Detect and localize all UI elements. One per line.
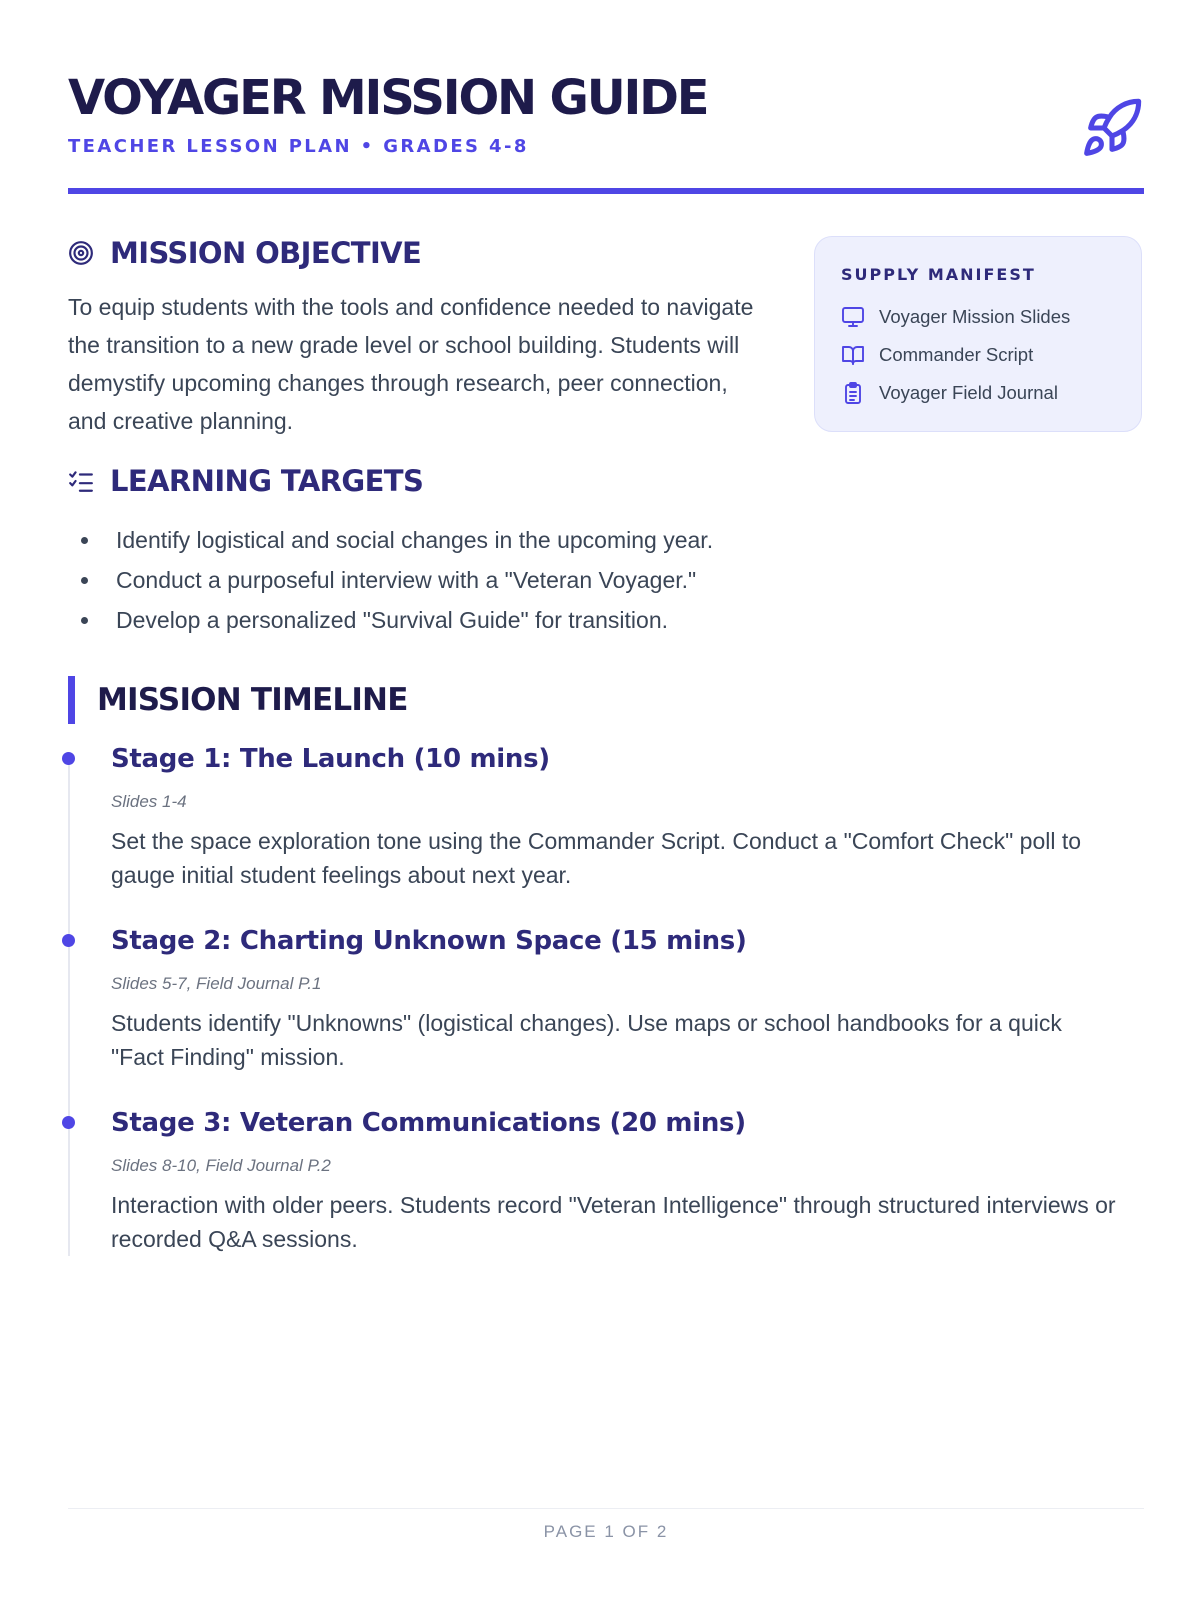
timeline-heading-row xyxy=(68,676,408,724)
book-icon xyxy=(841,343,865,367)
monitor-icon xyxy=(841,305,865,329)
clipboard-icon xyxy=(841,381,865,405)
list-item: Conduct a purposeful interview with a "Veteran Voyager." xyxy=(68,560,713,600)
manifest-title: SUPPLY MANIFEST xyxy=(841,265,1036,284)
manifest-item-slides xyxy=(841,298,1115,336)
stage-title: Stage 1: The Launch (10 mins) xyxy=(111,744,550,774)
manifest-item-label: Voyager Field Journal xyxy=(879,382,1058,403)
page-title: VOYAGER MISSION GUIDE xyxy=(68,70,708,126)
checklist-icon xyxy=(68,468,94,494)
objective-heading-row xyxy=(68,236,421,270)
target-icon xyxy=(68,240,94,266)
list-item: Identify logistical and social changes in the upcoming year. xyxy=(68,520,713,560)
page-subtitle: TEACHER LESSON PLAN • GRADES 4-8 xyxy=(68,136,529,157)
manifest-item-journal xyxy=(841,374,1115,412)
stage-description: Set the space exploration tone using the Commander Script. Conduct a "Comfort Check" poll to gauge initial student feelings about next year. xyxy=(111,828,1082,888)
list-item: Develop a personalized "Survival Guide" for transition. xyxy=(68,600,713,640)
lesson-plan-page xyxy=(68,0,1144,1600)
timeline-dot xyxy=(62,1116,75,1129)
stage-description: Students identify "Unknowns" (logistical changes). Use maps or school handbooks for a quick "Fact Finding" mission. xyxy=(111,1010,1062,1070)
page-number: PAGE 1 OF 2 xyxy=(543,1522,669,1541)
objective-text: To equip students with the tools and confidence needed to navigate the transition to a new grade level or school building. Students will demystify upcoming changes through research, peer connection, and creative planning. xyxy=(68,294,754,434)
manifest-item-label: Commander Script xyxy=(879,344,1034,365)
manifest-item-script xyxy=(841,336,1115,374)
manifest-item-label: Voyager Mission Slides xyxy=(879,306,1071,327)
learning-targets-list xyxy=(68,520,713,640)
stage-description: Interaction with older peers. Students record "Veteran Intelligence" through structured interviews or recorded Q&A sessions. xyxy=(111,1192,1116,1252)
stage-title: Stage 3: Veteran Communications (20 mins) xyxy=(111,1108,746,1138)
objective-heading: MISSION OBJECTIVE xyxy=(110,236,422,270)
header-divider xyxy=(68,188,1144,194)
targets-heading: LEARNING TARGETS xyxy=(110,464,424,498)
supply-manifest-card xyxy=(814,236,1142,432)
timeline-dot xyxy=(62,752,75,765)
targets-heading-row xyxy=(68,464,423,498)
stage-reference: Slides 1-4 xyxy=(111,792,187,811)
timeline-heading: MISSION TIMELINE xyxy=(97,682,408,718)
footer-divider xyxy=(68,1508,1144,1509)
stage-reference: Slides 8-10, Field Journal P.2 xyxy=(111,1156,331,1175)
rocket-icon xyxy=(1080,96,1144,160)
timeline-dot xyxy=(62,934,75,947)
timeline-line xyxy=(68,760,70,1256)
timeline-accent-bar xyxy=(68,676,75,724)
stage-title: Stage 2: Charting Unknown Space (15 mins) xyxy=(111,926,747,956)
stage-reference: Slides 5-7, Field Journal P.1 xyxy=(111,974,322,993)
